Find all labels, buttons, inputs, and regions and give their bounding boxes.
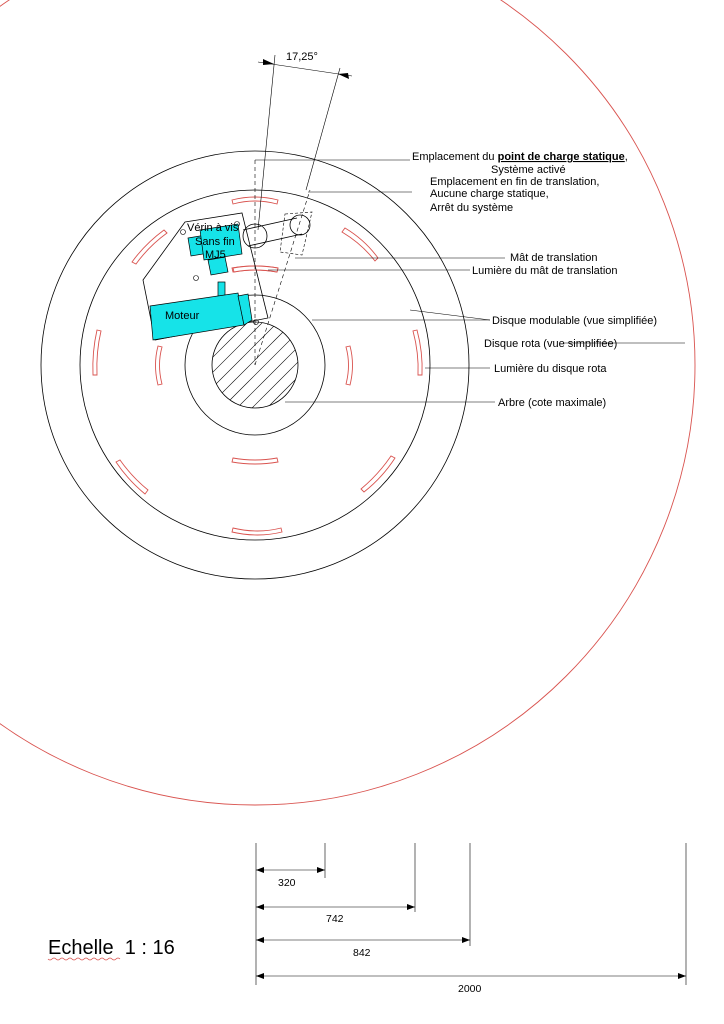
angle-ext-right (306, 68, 340, 190)
angle-arrow-right (338, 73, 349, 79)
label-screw-jack-2: Sans fin (195, 236, 235, 248)
label-system-stop: Arrêt du système (430, 202, 514, 214)
dimension-block (256, 843, 686, 985)
label-mast-slot: Lumière du mât de translation (472, 265, 618, 277)
coupling (218, 282, 225, 296)
plate-hole-2 (194, 276, 199, 281)
mast-line-1 (243, 218, 297, 230)
plate-hole-1 (181, 230, 186, 235)
mast-end-circle (290, 215, 310, 235)
dim-742: 742 (326, 913, 344, 925)
label-screw-jack-3: MJ5 (205, 249, 226, 261)
dim-842: 842 (353, 947, 371, 959)
scale-label: Echelle 1 : 16 (48, 937, 175, 959)
label-modular-disc: Disque modulable (vue simplifiée) (492, 315, 658, 327)
mast-line-2 (248, 234, 302, 246)
leader-modular-disc-b (410, 310, 490, 320)
label-rota-slot: Lumière du disque rota (494, 363, 607, 375)
label-no-static-load: Aucune charge statique, (430, 188, 549, 200)
dim-2000: 2000 (458, 983, 482, 995)
center-line-angled (255, 190, 310, 365)
label-translation-mast: Mât de translation (510, 252, 598, 264)
label-motor: Moteur (165, 310, 200, 322)
angle-ext-left (258, 55, 275, 230)
label-system-active: Système activé (491, 164, 566, 176)
label-end-translation: Emplacement en fin de translation, (430, 176, 600, 188)
label-static-point: Emplacement du point de charge statique, (412, 151, 628, 163)
angle-label: 17,25° (286, 51, 318, 63)
label-shaft: Arbre (cote maximale) (498, 397, 607, 409)
dim-320: 320 (278, 877, 296, 889)
angle-arrow-left (263, 59, 274, 65)
label-screw-jack-1: Vérin à vis (187, 222, 239, 234)
label-rota-disc: Disque rota (vue simplifiée) (484, 338, 618, 350)
